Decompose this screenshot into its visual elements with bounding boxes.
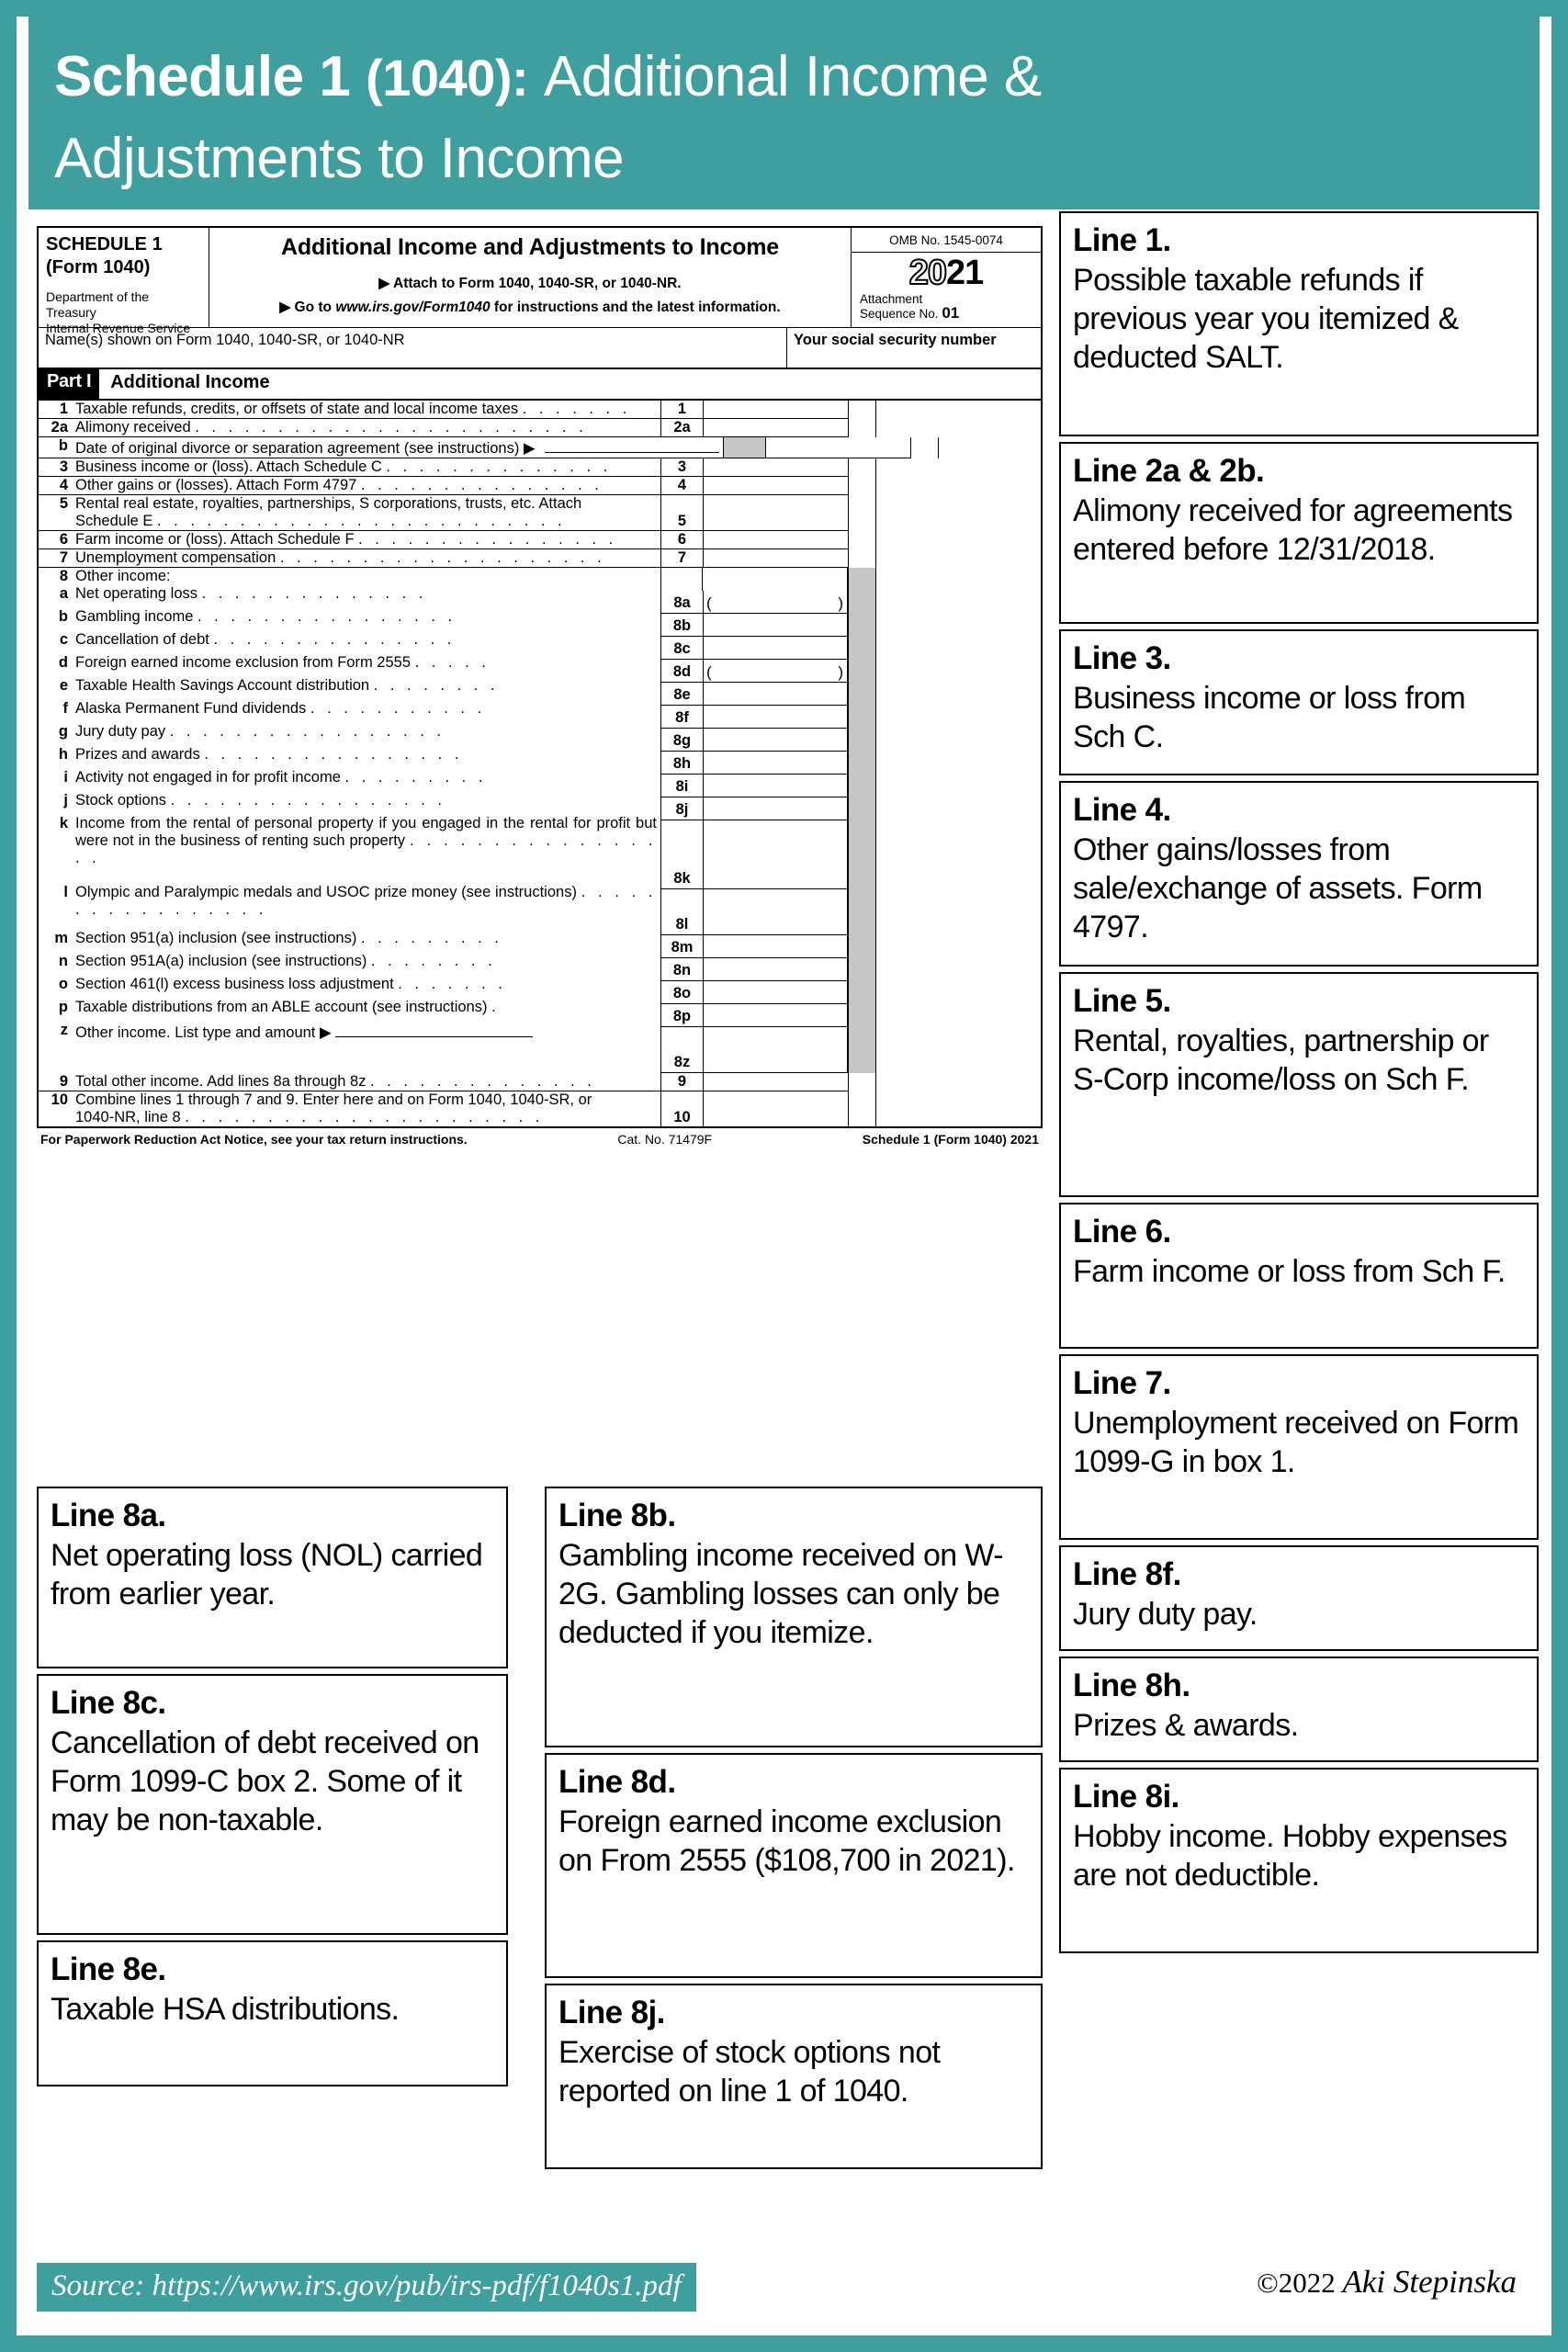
form-shaded-gutter (848, 1073, 875, 1091)
form-title: Additional Income and Adjustments to Income (281, 234, 779, 260)
form-subbox-input[interactable] (703, 706, 848, 728)
form-subrow-amount-8o (660, 981, 848, 1004)
form-tax-year (852, 254, 1041, 292)
note-text: Jury duty pay. (1073, 1597, 1258, 1632)
form-subbox-label: 8b (660, 614, 703, 636)
form-subbox-label: 8c (660, 637, 703, 659)
banner-title-line1 (54, 37, 1514, 119)
form-footer-schedule: Schedule 1 (Form 1040) 2021 (862, 1132, 1039, 1147)
form-row-leader: . . . . . . . . . . . . . . . . . . . . (279, 549, 606, 566)
form-subbox-input[interactable] (703, 1004, 848, 1026)
form-subbox-label: 8d (660, 660, 703, 682)
form-goto-pre: ▶ Go to (279, 300, 336, 315)
note-text: Net operating loss (NOL) carried from earlier year. (51, 1538, 483, 1611)
form-shaded-gutter (848, 1091, 875, 1126)
note-title: Line 8d. (558, 1764, 676, 1800)
form-attachment-label: Attachment (860, 292, 923, 306)
banner-title-rest: Additional Income & (543, 45, 1042, 108)
form-subrow-8p (39, 999, 660, 1022)
banner-title-bold: Schedule 1 (54, 45, 351, 108)
form-subrow-letter: p (58, 999, 68, 1015)
form-subrow-amount-8e (660, 683, 848, 706)
form-subbox-label: 8o (660, 981, 703, 1003)
form-row-leader: . . . . . . . (522, 401, 631, 417)
form-subrow-8c (39, 631, 660, 654)
note-text: Cancellation of debt received on Form 1099-C box 2. Some of it may be non-taxable. (51, 1725, 479, 1838)
form-row-number: 2a (51, 419, 68, 435)
note-title: Line 8h. (1073, 1668, 1190, 1703)
form-subrow-amount-8n (660, 958, 848, 981)
form-subbox-input[interactable] (703, 889, 848, 934)
note-title: Line 8f. (1073, 1556, 1181, 1592)
form-part-badge: Part I (39, 369, 99, 399)
note-title: Line 5. (1073, 983, 1171, 1019)
form-row-leader: . . . . . . . . . . . . . . . . . . . . . . . . (195, 419, 588, 435)
form-subrow-amount-8b (660, 614, 848, 637)
form-box-label: 9 (660, 1073, 703, 1091)
form-cents-input[interactable] (875, 458, 1041, 477)
form-subbox-label: 8h (660, 752, 703, 774)
form-subrow-text: Cancellation of debt . . . . . . . . . . . . . . . (75, 631, 456, 648)
form-cents-input[interactable] (875, 531, 1041, 549)
form-subrow-amount-8d (660, 660, 848, 683)
form-row-text: Unemployment compensation (75, 549, 276, 566)
form-subrow-letter: i (63, 769, 68, 786)
form-year-suffix: 21 (946, 254, 984, 292)
form-row-text: Farm income or (loss). Attach Schedule F (75, 531, 355, 548)
form-subbox-label: 8a (660, 591, 703, 613)
form-part1-header (37, 368, 1043, 399)
note-title: Line 2a & 2b. (1073, 453, 1265, 489)
form-subrow-amount-8i (660, 775, 848, 797)
form-row-number: 7 (59, 549, 68, 566)
form-subrow-amount-8a (660, 591, 848, 614)
form-subrow-8d (39, 654, 660, 677)
form-other-income-writein-2[interactable] (75, 1053, 657, 1068)
form-row-number: 3 (59, 458, 68, 475)
form-shaded-gutter (848, 419, 875, 437)
form-subbox-label: 8k (660, 820, 703, 888)
banner-title-line2: Adjustments to Income (54, 127, 625, 190)
note-card-line-7 (1059, 1354, 1539, 1540)
form-shaded-gutter (848, 531, 875, 549)
form-subrow-letter: a (59, 585, 68, 602)
form-amount-input[interactable] (703, 1073, 848, 1091)
form-subrow-letter: l (63, 884, 68, 900)
form-row-text-cont: 1040-NR, line 8 (75, 1109, 181, 1125)
form-box-label: 7 (660, 549, 703, 568)
form-paren-open: ( (706, 663, 712, 681)
form-shaded-gutter (848, 495, 875, 531)
form-subrow-8o (39, 976, 660, 999)
form-subbox-label: 8p (660, 1004, 703, 1026)
note-title: Line 8b. (558, 1498, 676, 1533)
form-row-text-cont: Schedule E (75, 513, 153, 529)
irs-form-schedule1 (37, 226, 1043, 1471)
form-subrow-letter: k (59, 815, 68, 831)
form-box-label: 10 (660, 1091, 703, 1126)
form-bottom-footer (37, 1126, 1043, 1147)
form-subbox-input[interactable] (703, 591, 848, 613)
note-text: Foreign earned income exclusion on From 2555 ($108,700 in 2021). (558, 1804, 1015, 1878)
note-card-line-3 (1059, 629, 1539, 775)
note-card-line-8c (37, 1674, 508, 1935)
form-row-9 (39, 1073, 1041, 1091)
form-name-field-label[interactable]: Name(s) shown on Form 1040, 1040-SR, or 1040-NR (39, 328, 787, 368)
form-row-text: Combine lines 1 through 7 and 9. Enter here and on Form 1040, 1040-SR, or (75, 1091, 592, 1108)
form-subrow-text: Other income. List type and amount ▶ (75, 1022, 660, 1068)
form-cents-input[interactable] (875, 1091, 1041, 1126)
form-subline-amount-col (660, 568, 848, 1073)
form-subrow-text: Section 951(a) inclusion (see instructions) . . . . . . . . . (75, 930, 503, 946)
form-row-text: Rental real estate, royalties, partnerships, S corporations, trusts, etc. Attach (75, 495, 582, 512)
note-card-line-8f (1059, 1545, 1539, 1651)
credit-year: ©2022 (1257, 2267, 1343, 2299)
note-text: Taxable HSA distributions. (51, 1992, 400, 2027)
note-title: Line 7. (1073, 1365, 1171, 1401)
form-row-text: Date of original divorce or separation agreement (see instructions) ▶ (75, 440, 536, 457)
form-subrow-amount-8g (660, 729, 848, 752)
form-sequence-label: Sequence No. (860, 307, 939, 321)
form-subrow-amount-8c (660, 637, 848, 660)
form-subrow-text: Section 461(l) excess business loss adjustment . . . . . . . (75, 976, 507, 992)
form-row-number: 6 (59, 531, 68, 548)
note-text: Gambling income received on W-2G. Gambling losses can only be deducted if you itemize. (558, 1538, 1004, 1650)
form-row-text: Total other income. Add lines 8a through 8z (75, 1073, 367, 1090)
form-subbox-input[interactable] (703, 981, 848, 1003)
form-sublines-text-col (39, 568, 660, 1073)
form-shaded-gutter (910, 437, 938, 458)
note-text: Farm income or loss from Sch F. (1073, 1254, 1506, 1289)
form-subrow-amount-8j (660, 797, 848, 820)
note-text: Alimony received for agreements entered before 12/31/2018. (1073, 493, 1513, 567)
form-subbox-input[interactable] (703, 797, 848, 820)
note-title: Line 6. (1073, 1214, 1171, 1250)
form-row-text: Taxable refunds, credits, or offsets of state and local income taxes (75, 401, 519, 417)
note-card-line-1 (1059, 211, 1539, 436)
form-subrow-text: Taxable distributions from an ABLE account (see instructions) . (75, 999, 501, 1015)
note-text: Possible taxable refunds if previous year you itemized & deducted SALT. (1073, 263, 1459, 375)
form-shaded-gutter (848, 458, 875, 477)
form-line-rows (37, 399, 1043, 1126)
form-subrow-letter: n (58, 953, 68, 969)
form-box-label: 2a (660, 419, 703, 437)
form-subrow-text: Prizes and awards . . . . . . . . . . . . . . . . (75, 746, 463, 763)
form-subrow-text: Taxable Health Savings Account distribution . . . . . . . . (75, 677, 499, 694)
form-omb-number: OMB No. 1545-0074 (852, 228, 1041, 253)
form-amount-input[interactable] (703, 549, 848, 568)
form-box-shaded (723, 437, 765, 458)
form-schedule-id-block (39, 228, 209, 335)
form-dept-line1: Department of the Treasury (46, 289, 150, 320)
form-row-leader: . . . . . . . . . . . . . . (370, 1073, 596, 1090)
form-subbox-label: 8j (660, 797, 703, 820)
note-card-line-8h (1059, 1657, 1539, 1762)
form-shaded-gutter (848, 401, 875, 419)
form-row-8 (39, 568, 660, 585)
form-subrow-letter: o (58, 976, 68, 992)
form-sequence-number: 01 (942, 304, 960, 322)
form-subbox-input[interactable] (703, 1027, 848, 1072)
form-subrow-letter: m (54, 930, 68, 946)
form-row-number: 9 (59, 1073, 68, 1090)
form-subrow-letter: z (60, 1022, 68, 1038)
form-row-3 (39, 458, 1041, 477)
note-card-line-5 (1059, 972, 1539, 1197)
form-subbox-input[interactable] (703, 935, 848, 957)
form-subrow-letter: e (59, 677, 68, 694)
form-subrow-letter: b (58, 608, 68, 625)
form-dept-line2: Internal Revenue Service (46, 321, 191, 335)
form-shaded-gutter (848, 477, 875, 495)
form-subbox-input[interactable] (703, 775, 848, 797)
form-part-title: Additional Income (110, 372, 270, 392)
poster-header-banner (28, 17, 1540, 209)
form-row-text: Alimony received (75, 419, 191, 435)
form-subrow-8m (39, 930, 660, 953)
form-subrow-letter: g (58, 723, 68, 740)
form-row-2b (39, 437, 1041, 458)
form-subbox-label: 8m (660, 935, 703, 957)
note-card-line-2a-2b (1059, 442, 1539, 624)
form-subrow-amount-8f (660, 706, 848, 729)
form-box-label: 3 (660, 458, 703, 477)
form-subrow-8i (39, 769, 660, 792)
form-row-leader: . . . . . . . . . . . . . . . . . . . . . . . . . (157, 513, 567, 529)
form-shaded-gutter (848, 549, 875, 568)
note-card-line-8b (545, 1487, 1043, 1747)
note-text: Prizes & awards. (1073, 1708, 1299, 1743)
form-subrow-text: Olympic and Paralympic medals and USOC prize money (see instructions) . . . . . . . . . . . . . . . . . (75, 884, 657, 918)
form-row-2a (39, 419, 1041, 437)
form-amount-input[interactable] (703, 531, 848, 549)
form-subrow-text: Income from the rental of personal property if you engaged in the rental for profit but were not in the business of renting such property . . . . . . . . . . . . . . . . . (75, 815, 657, 866)
form-subrow-8k (39, 815, 660, 884)
form-subcol-spacer (660, 568, 848, 591)
note-text: Exercise of stock options not reported on line 1 of 1040. (558, 2035, 941, 2109)
note-title: Line 8e. (51, 1951, 166, 1987)
form-subrow-8e (39, 677, 660, 700)
form-amount-input[interactable] (703, 419, 848, 437)
form-goto-url: www.irs.gov/Form1040 (335, 300, 491, 315)
form-subbox-label: 8i (660, 775, 703, 797)
form-subrow-amount-8l (660, 889, 848, 935)
form-subbox-input[interactable] (703, 729, 848, 751)
form-subrow-text: Section 951A(a) inclusion (see instructions) . . . . . . . . (75, 953, 497, 969)
form-subrow-amount-8h (660, 752, 848, 775)
form-shaded-gutter (848, 568, 875, 1073)
copyright-credit (1257, 2264, 1517, 2301)
form-paren-close: ) (838, 663, 843, 681)
form-subrow-text: Jury duty pay . . . . . . . . . . . . . . . . . (75, 723, 446, 740)
form-ssn-field-label[interactable]: Your social security number (794, 332, 997, 348)
form-amount-input[interactable] (703, 477, 848, 495)
form-subrow-amount-8z (660, 1027, 848, 1073)
form-amount-input[interactable] (703, 458, 848, 477)
note-card-line-8j (545, 1984, 1043, 2169)
form-title-block (209, 228, 852, 327)
note-card-line-4 (1059, 781, 1539, 967)
form-row-number: 10 (51, 1091, 68, 1108)
note-card-line-8e (37, 1940, 508, 2086)
form-subbox-label: 8e (660, 683, 703, 705)
form-subbox-label: 8g (660, 729, 703, 751)
note-card-line-8i (1059, 1768, 1539, 1953)
form-row-leader: . . . . . . . . . . . . . . . . . . . . . . (185, 1109, 544, 1125)
banner-title-semi: (1040): (366, 49, 529, 107)
form-subrow-letter: j (63, 792, 68, 808)
form-subrow-letter: h (58, 746, 68, 763)
form-omb-block (852, 228, 1041, 327)
form-cents-input[interactable] (875, 568, 1041, 1073)
form-header-strip (37, 226, 1043, 335)
form-subrow-8g (39, 723, 660, 746)
form-box-label: 6 (660, 531, 703, 549)
note-text: Other gains/losses from sale/exchange of assets. Form 4797. (1073, 832, 1483, 944)
form-subbox-input[interactable] (703, 958, 848, 980)
form-row-6 (39, 531, 1041, 549)
form-subrow-8n (39, 953, 660, 976)
form-subrow-letter: f (62, 700, 68, 717)
form-subbox-input[interactable] (703, 820, 848, 888)
form-cents-input[interactable] (875, 549, 1041, 568)
form-subrow-letter: d (58, 654, 68, 671)
form-subbox-input[interactable] (703, 637, 848, 659)
form-box-label: 5 (660, 495, 703, 531)
form-row-number: 1 (59, 401, 68, 417)
form-row-4 (39, 477, 1041, 495)
form-amount-input[interactable] (703, 1091, 848, 1126)
form-paren-close: ) (838, 594, 843, 612)
form-subrow-text: Stock options . . . . . . . . . . . . . . . . . (75, 792, 446, 808)
note-card-line-8a (37, 1487, 508, 1668)
form-paren-open: ( (706, 594, 712, 612)
form-name-ssn-strip (37, 327, 1043, 368)
form-subrow-text: Activity not engaged in for profit income . . . . . . . . . (75, 769, 487, 786)
form-subrow-8b (39, 608, 660, 631)
form-box-label: 4 (660, 477, 703, 495)
form-row-text: Business income or (loss). Attach Schedule C (75, 458, 382, 475)
form-subrow-text: Foreign earned income exclusion from Form 2555 . . . . . (75, 654, 491, 671)
author-signature: Aki Stepinska (1342, 2264, 1517, 2300)
source-url-bar[interactable]: Source: https://www.irs.gov/pub/irs-pdf/f1040s1.pdf (37, 2263, 696, 2312)
form-row-text: Other gains or (losses). Attach Form 4797 (75, 477, 357, 493)
note-title: Line 8j. (558, 1995, 665, 2030)
form-other-income-writein[interactable] (335, 1022, 533, 1037)
note-card-line-6 (1059, 1203, 1539, 1349)
form-cents-input[interactable] (875, 477, 1041, 495)
form-subrow-letter: c (59, 631, 68, 648)
form-year-prefix: 20 (908, 254, 946, 292)
form-amount-input[interactable] (765, 437, 910, 458)
form-row-text: Other income: (75, 568, 171, 584)
form-row-leader: . . . . . . . . . . . . . . . . (358, 531, 617, 548)
form-subrow-8f (39, 700, 660, 723)
note-title: Line 8c. (51, 1685, 166, 1721)
form-subbox-input[interactable] (703, 752, 848, 774)
form-goto-post: for instructions and the latest information. (490, 300, 781, 315)
form-cents-input[interactable] (875, 1073, 1041, 1091)
form-row-leader: . . . . . . . . . . . . . . (386, 458, 612, 475)
form-subbox-label: 8z (660, 1027, 703, 1072)
form-subrow-8z (39, 1022, 660, 1068)
form-subrow-text: Gambling income . . . . . . . . . . . . . . . . (75, 608, 457, 625)
note-title: Line 1. (1073, 222, 1171, 258)
form-box-label: 1 (660, 401, 703, 419)
form-amount-input[interactable] (703, 401, 848, 419)
form-row-number: 5 (59, 495, 68, 512)
note-card-line-8d (545, 1753, 1043, 1978)
form-row-1 (39, 401, 1041, 419)
form-amount-input[interactable] (703, 495, 848, 531)
form-subrow-8l (39, 884, 660, 930)
form-subrow-text: Net operating loss . . . . . . . . . . . . . . (75, 585, 427, 602)
note-text: Rental, royalties, partnership or S-Corp income/loss on Sch F. (1073, 1023, 1489, 1097)
form-attach-note: ▶ Attach to Form 1040, 1040-SR, or 1040-NR. (378, 276, 682, 291)
form-subrow-text: Alaska Permanent Fund dividends . . . . . . . . . . . (75, 700, 486, 717)
poster-canvas (17, 17, 1551, 2335)
form-cents-input[interactable] (875, 419, 1041, 437)
form-row-number: 4 (59, 477, 68, 493)
note-title: Line 3. (1073, 640, 1171, 676)
note-text: Business income or loss from Sch C. (1073, 681, 1466, 754)
form-subbox-input[interactable] (703, 683, 848, 705)
form-form-label: (Form 1040) (46, 257, 151, 277)
form-other-income-block (39, 568, 1041, 1073)
form-subbox-label: 8n (660, 958, 703, 980)
form-subrow-amount-8m (660, 935, 848, 958)
form-goto-note (213, 299, 847, 316)
note-title: Line 4. (1073, 792, 1171, 828)
form-date-write-in[interactable] (545, 437, 719, 453)
form-row-leader: . . . . . . . . . . . . . . . (360, 477, 604, 493)
form-row-5 (39, 495, 1041, 531)
form-cents-input[interactable] (875, 495, 1041, 531)
form-schedule-label: SCHEDULE 1 (46, 234, 163, 254)
form-subbox-label: 8f (660, 706, 703, 728)
note-text: Hobby income. Hobby expenses are not deductible. (1073, 1819, 1507, 1893)
form-subrow-8a (39, 585, 660, 608)
form-subrow-amount-8p (660, 1004, 848, 1027)
form-footer-notice: For Paperwork Reduction Act Notice, see your tax return instructions. (40, 1132, 468, 1147)
form-cents-input[interactable] (875, 401, 1041, 419)
form-subbox-label: 8l (660, 889, 703, 934)
form-subbox-input[interactable] (703, 660, 848, 682)
form-row-7 (39, 549, 1041, 568)
note-text: Unemployment received on Form 1099-G in box 1. (1073, 1406, 1519, 1479)
form-subrow-8j (39, 792, 660, 815)
form-subrow-amount-8k (660, 820, 848, 889)
note-title: Line 8a. (51, 1498, 166, 1533)
form-footer-catno: Cat. No. 71479F (617, 1132, 713, 1147)
form-subrow-8h (39, 746, 660, 769)
form-row-number: 8 (59, 568, 68, 584)
form-row-10 (39, 1091, 1041, 1126)
form-row-number: b (58, 437, 68, 454)
note-title: Line 8i. (1073, 1779, 1179, 1815)
form-subbox-input[interactable] (703, 614, 848, 636)
